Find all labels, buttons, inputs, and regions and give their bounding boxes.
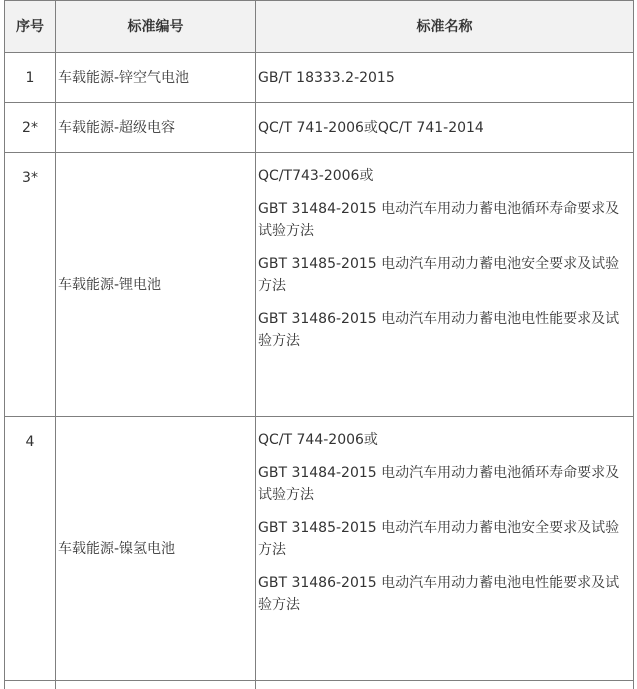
row-number: 4 [5,417,56,681]
row-number: 3* [5,153,56,417]
standard-line: GB/T 18333.2-2015 [258,67,631,89]
row-category: 车载能源-镍氢电池 [56,417,256,681]
row-category-empty [56,681,256,689]
standards-table [4,0,634,689]
row-standard [256,153,634,417]
row-number-empty [5,681,56,689]
header-standard-number: 标准编号 [56,1,256,53]
standard-line: GBT 31484-2015 电动汽车用动力蓄电池循环寿命要求及试验方法 [258,198,631,242]
row-standard-empty [256,681,634,689]
row-category: 车载能源-锂电池 [56,153,256,417]
standard-line: GBT 31484-2015 电动汽车用动力蓄电池循环寿命要求及试验方法 [258,462,631,506]
standard-line: GBT 31485-2015 电动汽车用动力蓄电池安全要求及试验方法 [258,253,631,297]
header-row [5,1,634,53]
standard-line: QC/T 741-2006或QC/T 741-2014 [258,117,631,139]
standard-line: GBT 31486-2015 电动汽车用动力蓄电池电性能要求及试验方法 [258,572,631,616]
table-row [5,417,634,681]
standard-line: GBT 31486-2015 电动汽车用动力蓄电池电性能要求及试验方法 [258,308,631,352]
row-category: 车载能源-超级电容 [56,103,256,153]
row-number: 2* [5,103,56,153]
row-number: 1 [5,53,56,103]
table-row-partial [5,681,634,689]
standard-line: QC/T 744-2006或 [258,429,631,451]
table-row [5,53,634,103]
row-standard [256,103,634,153]
row-standard [256,53,634,103]
header-serial-number: 序号 [5,1,56,53]
row-standard [256,417,634,681]
table-row [5,103,634,153]
standard-line: QC/T743-2006或 [258,165,631,187]
standard-line: GBT 31485-2015 电动汽车用动力蓄电池安全要求及试验方法 [258,517,631,561]
row-category: 车载能源-锌空气电池 [56,53,256,103]
header-standard-name: 标准名称 [256,1,634,53]
table-row [5,153,634,417]
